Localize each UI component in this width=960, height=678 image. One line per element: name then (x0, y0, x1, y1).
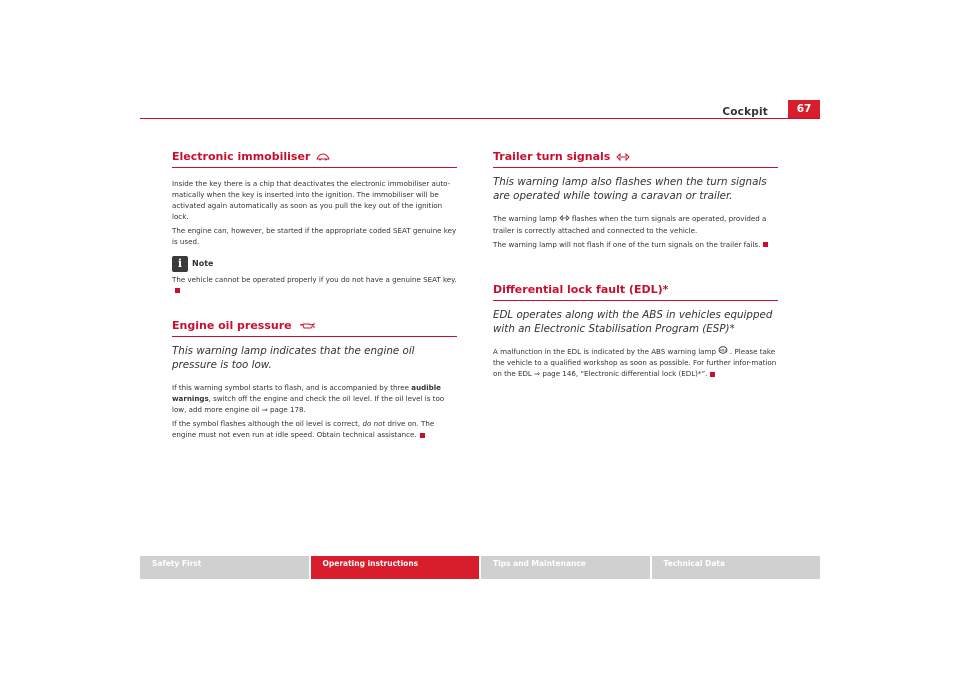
footer-tab-technical-data[interactable]: Technical Data (652, 556, 821, 579)
header-title: Cockpit (722, 106, 768, 118)
oil-intro: This warning lamp indicates that the engine oil pressure is too low. (172, 344, 415, 371)
oil-paragraph-2: If the symbol flashes although the oil level is correct, do not drive on. The engine must not even run at idle speed. Obtain technical assistance. (172, 419, 435, 440)
heading-text: Differential lock fault (EDL)* (493, 282, 669, 296)
note-text: The vehicle cannot be operated properly if you do not have a genuine SEAT key. (172, 274, 457, 296)
car-key-icon (316, 153, 330, 161)
footer-tab-safety-first[interactable]: Safety First (140, 556, 309, 579)
section-heading-edl (493, 283, 778, 301)
oil-paragraph-1: If this warning symbol starts to flash, and is accompanied by three audible warnings, switch off the engine and check the oil level. If the oil level is too low, add more engine oil ⇒ page 178. (172, 382, 445, 414)
trailer-turn-signal-icon (616, 153, 630, 161)
section-heading-oil-pressure (172, 319, 457, 337)
note-label: Note (192, 259, 214, 269)
page-number: 67 (788, 100, 820, 118)
left-column (172, 150, 457, 443)
end-mark-icon (710, 372, 715, 377)
oil-can-icon (298, 321, 316, 330)
section-heading-trailer (493, 150, 778, 168)
end-mark-icon (175, 288, 180, 293)
heading-text: Electronic immobiliser (172, 150, 311, 163)
right-column (493, 150, 778, 382)
abs-warning-icon (718, 346, 728, 357)
heading-text: Trailer turn signals (493, 150, 611, 163)
immobiliser-paragraph-1: Inside the key there is a chip that deactivates the electronic immobiliser auto-matically when the key is inserted into the ignition. The immobiliser will be activated again automatically as soon as you pull the key out of the ignition lock. (172, 179, 451, 222)
trailer-paragraph-2: The warning lamp will not flash if one of the turn signals on the trailer fails. (493, 239, 778, 250)
header-rule (140, 118, 820, 119)
edl-paragraph-1: A malfunction in the EDL is indicated by the ABS warning lamp ABS . Please take the vehicle to a qualified workshop as soon as possible. For further infor-mation on the EDL ⇒ page 146, “Electronic differential lock (EDL)*”. (493, 346, 777, 379)
footer-tab-operating-instructions[interactable]: Operating instructions (311, 556, 480, 579)
immobiliser-paragraph-2: The engine can, however, be started if the appropriate coded SEAT genuine key is used. (172, 226, 457, 247)
svg-text:ABS: ABS (719, 348, 727, 353)
footer-tab-tips-and-maintenance[interactable]: Tips and Maintenance (481, 556, 650, 579)
note-box (172, 256, 457, 296)
trailer-intro: This warning lamp also flashes when the turn signals are operated while towing a caravan or trailer. (493, 176, 767, 202)
end-mark-icon (420, 433, 425, 438)
info-icon: i (172, 256, 188, 272)
heading-text: Engine oil pressure (172, 318, 292, 332)
end-mark-icon (763, 242, 768, 247)
footer-nav (140, 556, 820, 579)
page-header (140, 100, 820, 118)
section-heading-immobiliser (172, 150, 457, 168)
note-header (172, 256, 457, 272)
trailer-turn-signal-icon (559, 213, 570, 224)
trailer-paragraph-1: The warning lamp flashes when the turn signals are operated, provided a trailer is correctly attached and connected to the vehicle. (493, 214, 767, 235)
edl-intro: EDL operates along with the ABS in vehicles equipped with an Electronic Stabilisation Program (ESP)* (493, 308, 773, 335)
